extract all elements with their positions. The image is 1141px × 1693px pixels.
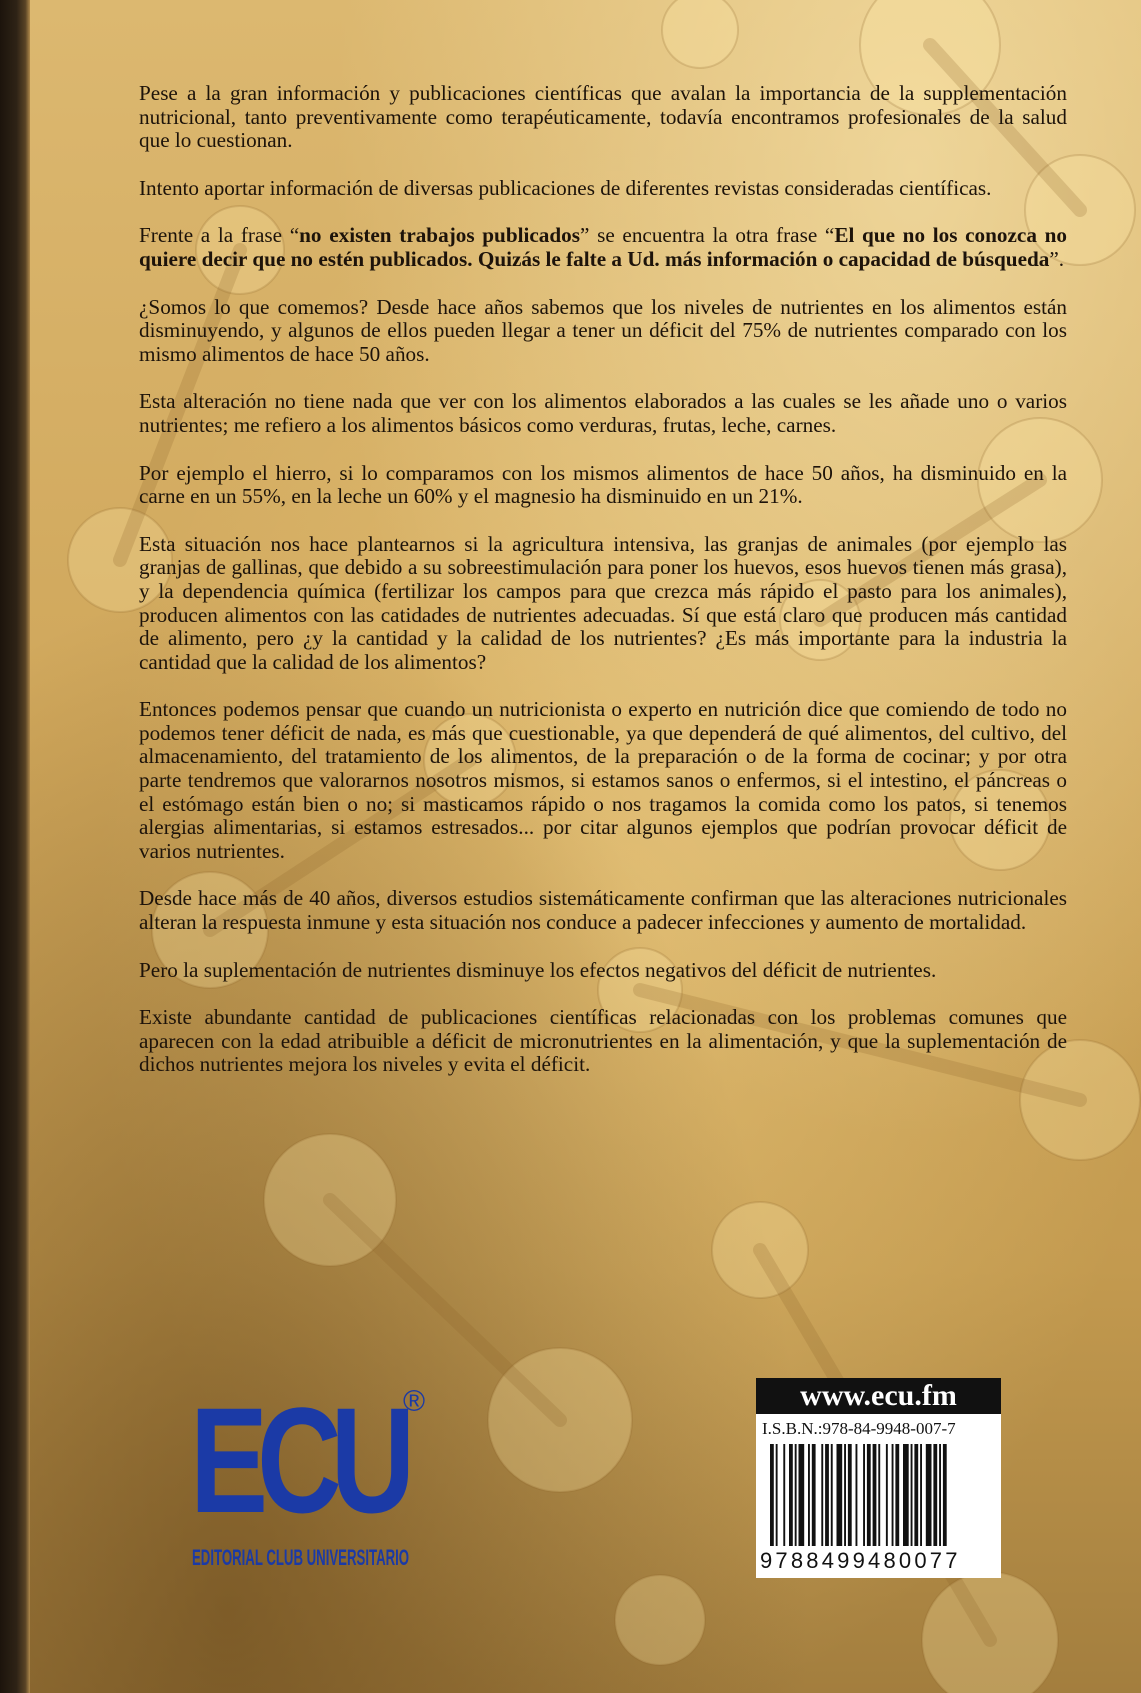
isbn-barcode-panel: [756, 1378, 1001, 1578]
paragraph: [139, 462, 1067, 509]
paragraph: [139, 224, 1067, 271]
barcode-bars: [770, 1444, 994, 1546]
barcode-bar: [770, 1444, 774, 1546]
text-run: ¿Somos lo que comemos? Desde hace años sabemos que los niveles de nutrientes en los alimentos están disminuyendo, y algunos de ellos pueden llegar a tener un déficit del 75% de nutrientes comparado con los mismo alimentos de hace 50 años.: [139, 294, 1067, 366]
logo-subtitle: EDITORIAL CLUB UNIVERSITARIO: [192, 1545, 410, 1570]
barcode-bar: [895, 1444, 899, 1546]
text-run: Desde hace más de 40 años, diversos estudios sistemáticamente confirman que las alteraciones nutricionales alteran la respuesta inmune y esta situación nos conduce a padecer infecciones y aumento de mortalidad.: [139, 886, 1067, 935]
barcode-bar: [825, 1444, 829, 1546]
barcode-bar: [837, 1444, 843, 1546]
text-run: Existe abundante cantidad de publicaciones científicas relacionadas con los problemas comunes que aparecen con la edad atribuible a déficit de micronutrientes en la alimentación, y que la suplementación de dichos nutrientes mejora los niveles y evita el déficit.: [139, 1005, 1067, 1077]
barcode-bar: [808, 1444, 810, 1546]
barcode-bar: [863, 1444, 865, 1546]
text-run: ” se encuentra la otra frase “: [580, 223, 835, 248]
barcode-bar: [886, 1444, 888, 1546]
barcode-bar: [795, 1444, 797, 1546]
paragraph: [139, 959, 1067, 983]
back-cover-text: [139, 82, 1067, 1101]
paragraph: [139, 82, 1067, 153]
barcode-bar: [799, 1444, 805, 1546]
text-run: Pese a la gran información y publicaciones científicas que avalan la importancia de la supplementación nutricional, tanto preventivamente como terapéuticamente, todavía encontramos profesionales de la salud que lo cuestionan.: [139, 81, 1067, 153]
barcode-bar: [878, 1444, 880, 1546]
barcode-bar: [789, 1444, 793, 1546]
barcode-bar: [783, 1444, 785, 1546]
bold-text: El que no los conozca no quiere decir que no estén publicados. Quizás le falte a Ud. más información o capacidad de búsqueda: [139, 223, 1067, 271]
barcode-bar: [926, 1444, 932, 1546]
paragraph: [139, 390, 1067, 437]
isbn-number: I.S.B.N.:978-84-9948-007-7: [762, 1419, 956, 1438]
barcode-bar: [812, 1444, 816, 1546]
text-run: Entonces podemos pensar que cuando un nutricionista o experto en nutrición dice que comiendo de todo no podemos tener déficit de nada, es más que cuestionable, ya que dependerá de qué alimentos, del cultivo, del almacenamiento, del tratamiento de los alimentos, de la preparación o de la forma de cocinar; y por otra parte tendremos que valorarnos nosotros mismos, si estamos sanos o enfermos, si el intestino, el páncreas o el estómago están bien o no; si masticamos rápido o nos tragamos la comida como los patos, si tenemos alergias alimentarias, si estamos estresados... por citar algunos ejemplos que podrían provocar déficit de varios nutrientes.: [139, 697, 1067, 863]
barcode-bar: [892, 1444, 894, 1546]
text-run: Pero la suplementación de nutrientes disminuye los efectos negativos del déficit de nutrientes.: [139, 957, 937, 982]
publisher-website: www.ecu.fm: [756, 1378, 1001, 1414]
barcode-bar: [821, 1444, 823, 1546]
text-run: ”.: [1049, 246, 1065, 271]
barcode-bar: [856, 1444, 858, 1546]
barcode-bar: [848, 1444, 852, 1546]
bold-text: no existen trabajos publicados: [299, 223, 581, 248]
barcode-bar: [776, 1444, 778, 1546]
paragraph: [139, 1006, 1067, 1077]
barcode-bar: [920, 1444, 922, 1546]
barcode-bar: [939, 1444, 941, 1546]
barcode-bar: [873, 1444, 877, 1546]
barcode-bar: [933, 1444, 937, 1546]
paragraph: [139, 177, 1067, 201]
barcode-bar: [943, 1444, 947, 1546]
barcode-bar: [844, 1444, 846, 1546]
text-run: Esta alteración no tiene nada que ver con los alimentos elaborados a las cuales se les añade uno o varios nutrientes; me refiero a los alimentos básicos como verduras, frutas, leche, carnes.: [139, 389, 1067, 437]
paragraph: [139, 887, 1067, 934]
paragraph: [139, 533, 1067, 675]
registered-mark: ®: [403, 1385, 426, 1418]
barcode-bar: [867, 1444, 871, 1546]
barcode-bar: [914, 1444, 918, 1546]
barcode-digits: 9788499480077: [760, 1548, 961, 1573]
barcode-bar: [903, 1444, 909, 1546]
text-run: Esta situación nos hace plantearnos si la agricultura intensiva, las granjas de animales (por ejemplo las granjas de gallinas, que debido a su sobreestimulación para poner los huevos, esos huevos tienen más grasa), y la dependencia química (fertilizar los campos para que crezca más rápido el pasto para los animales), producen alimentos con las catidades de nutrientes adecuadas. Sí que está claro que producen más cantidad de alimento, pero ¿y la cantidad y la calidad de los nutrientes? ¿Es más importante para la industria la cantidad que la calidad de los alimentos?: [139, 531, 1067, 674]
text-run: Intento aportar información de diversas publicaciones de diferentes revistas consideradas científicas.: [139, 175, 992, 200]
text-run: Frente a la frase “: [139, 223, 300, 248]
text-run: Por ejemplo el hierro, si lo comparamos con los mismos alimentos de hace 50 años, ha disminuido en la carne en un 55%, en la leche un 60% y el magnesio ha disminuido en un 21%.: [139, 460, 1067, 509]
logo-letters: ECU: [190, 1376, 405, 1544]
barcode-bar: [911, 1444, 913, 1546]
barcode-bar: [831, 1444, 833, 1546]
paragraph: [139, 698, 1067, 863]
paragraph: [139, 296, 1067, 367]
ecu-publisher-logo: [190, 1376, 460, 1570]
